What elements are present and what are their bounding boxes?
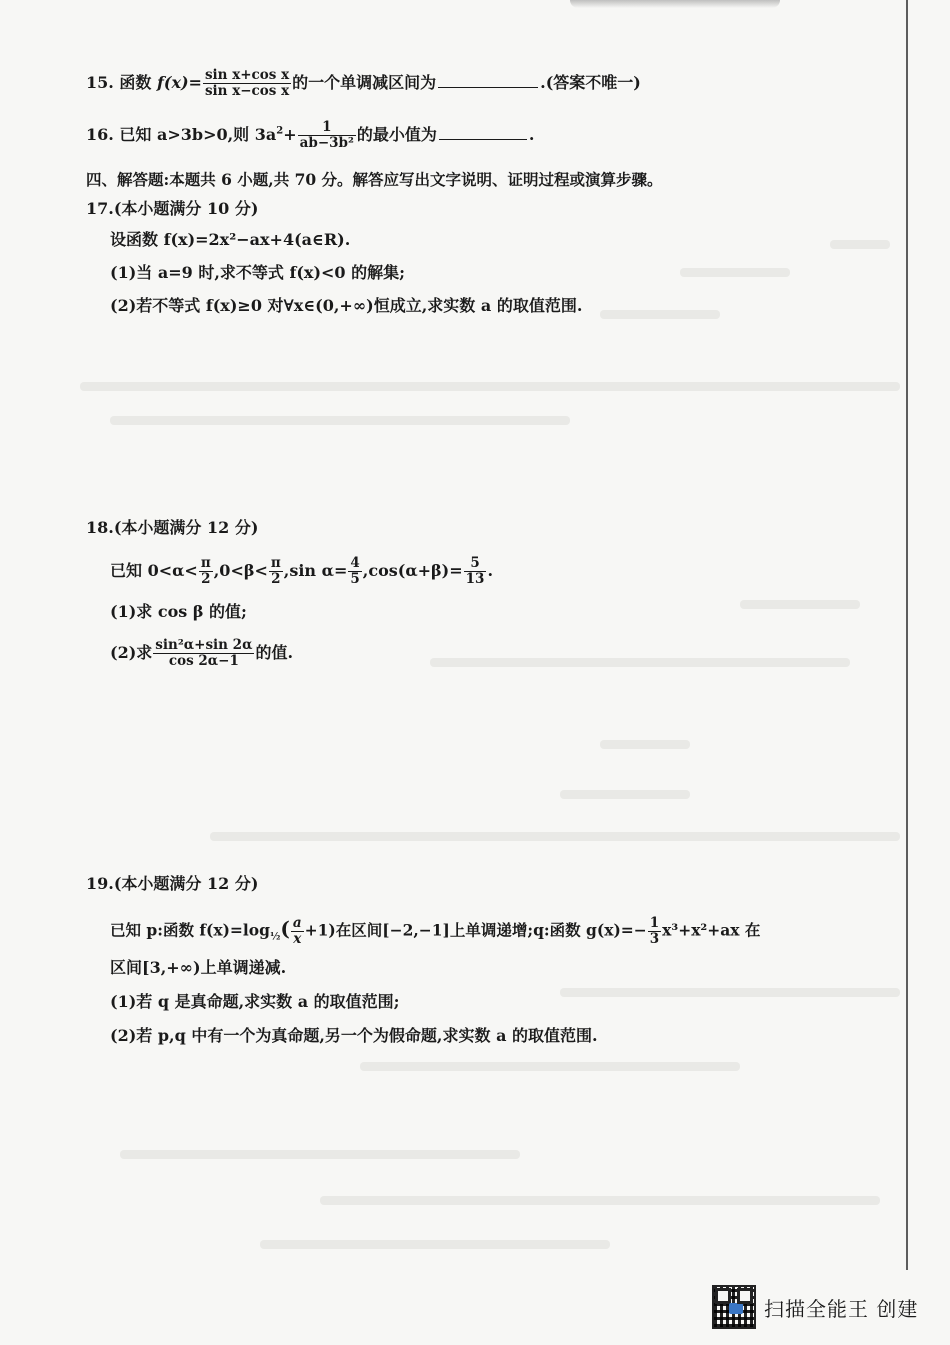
q17-part2: (2)若不等式 f(x)≥0 对∀x∈(0,+∞)恒成立,求实数 a 的取值范围. [110, 296, 583, 315]
q15-suffix: 的一个单调减区间为 [292, 73, 437, 92]
q18-pi-over-2-b [269, 556, 283, 587]
q16-numerator: 1 [298, 120, 356, 136]
app-logo-icon [729, 1303, 743, 1314]
q15-note: .(答案不唯一) [540, 73, 641, 92]
q18-four-fifths [348, 556, 361, 587]
q15-answer-blank[interactable] [438, 71, 538, 88]
q18-part1: (1)求 cos β 的值; [110, 602, 247, 621]
q19-stem [110, 916, 760, 947]
q18-pi-b: π [270, 555, 281, 571]
q16-square: 2 [276, 125, 284, 137]
q19-stem-line2: 区间[3,+∞)上单调递减. [110, 958, 287, 977]
q15-func: f(x) [156, 73, 189, 92]
q19-one-third [648, 916, 661, 947]
q18-part2-numerator: sin²α+sin 2α [155, 637, 253, 653]
q16-denominator: ab−3b² [299, 135, 354, 151]
q18-stem-b: ,0<β< [213, 561, 268, 580]
question-16 [86, 120, 534, 151]
q19-stem-a: 已知 p:函数 f(x)=log [110, 920, 270, 940]
q16-fraction [298, 120, 356, 151]
q16-answer-blank[interactable] [439, 123, 527, 140]
q16-prefix: 16. 已知 a>3b>0,则 3a [86, 125, 277, 144]
question-15 [86, 68, 641, 99]
q18-part2 [110, 638, 293, 669]
q18-end: . [487, 561, 494, 580]
q19-part2: (2)若 p,q 中有一个为真命题,另一个为假命题,求实数 a 的取值范围. [110, 1026, 598, 1045]
q18-two-b: 2 [271, 571, 281, 587]
q19-a-num: a [292, 915, 302, 931]
q18-pi-over-2-a [199, 556, 213, 587]
q18-four: 4 [350, 555, 360, 571]
scanner-watermark [712, 1284, 932, 1330]
q18-stem-d: ,cos(α+β)= [362, 561, 463, 580]
q18-five: 5 [350, 571, 360, 587]
q18-five-b: 5 [464, 556, 487, 572]
qr-code-icon [712, 1285, 756, 1329]
q19-stem-b: +1)在区间[−2,−1]上单调递增;q:函数 g(x)=− [304, 920, 647, 940]
q19-paren-open: ( [280, 916, 290, 941]
q18-header: 18.(本小题满分 12 分) [86, 518, 259, 537]
q19-part1: (1)若 q 是真命题,求实数 a 的取值范围; [110, 992, 400, 1011]
q19-one: 1 [649, 915, 660, 931]
section-4-title: 四、解答题:本题共 6 小题,共 70 分。解答应写出文字说明、证明过程或演算步骤。 [86, 170, 663, 189]
q18-part2-denominator: cos 2α−1 [168, 653, 239, 669]
q16-plus: + [283, 125, 297, 144]
q15-fraction [203, 68, 291, 99]
q17-header: 17.(本小题满分 10 分) [86, 199, 259, 218]
q18-stem-c: ,sin α= [283, 561, 348, 580]
q18-thirteen: 13 [465, 571, 485, 587]
page-edge [906, 0, 908, 1270]
q18-stem [110, 556, 493, 587]
q18-two-a: 2 [201, 571, 211, 587]
q16-end: . [528, 125, 535, 144]
q15-eq: = [188, 73, 202, 92]
q16-suffix: 的最小值为 [356, 125, 437, 144]
q18-part2-suffix: 的值. [255, 643, 294, 662]
top-smudge [570, 0, 780, 8]
q18-five-thirteenths [464, 556, 487, 587]
q15-prefix: 15. 函数 [86, 73, 157, 92]
watermark-text: 扫描全能王 创建 [764, 1296, 919, 1321]
q15-numerator: sin x+cos x [204, 67, 290, 83]
q19-stem-c: x³+x²+ax 在 [662, 920, 761, 940]
q17-part1: (1)当 a=9 时,求不等式 f(x)<0 的解集; [110, 263, 406, 282]
q19-three: 3 [649, 931, 660, 947]
q18-part2-fraction [153, 638, 254, 669]
q15-denominator: sin x−cos x [204, 83, 290, 99]
q18-part2-prefix: (2)求 [110, 643, 153, 662]
q18-pi-a: π [200, 555, 211, 571]
q19-log-base: ½ [269, 931, 281, 943]
q17-stem: 设函数 f(x)=2x²−ax+4(a∈R). [110, 230, 351, 249]
q18-stem-a: 已知 0<α< [110, 561, 198, 580]
q19-header: 19.(本小题满分 12 分) [86, 874, 259, 893]
q19-a-over-x [291, 916, 304, 947]
q19-x-den: x [293, 931, 302, 947]
